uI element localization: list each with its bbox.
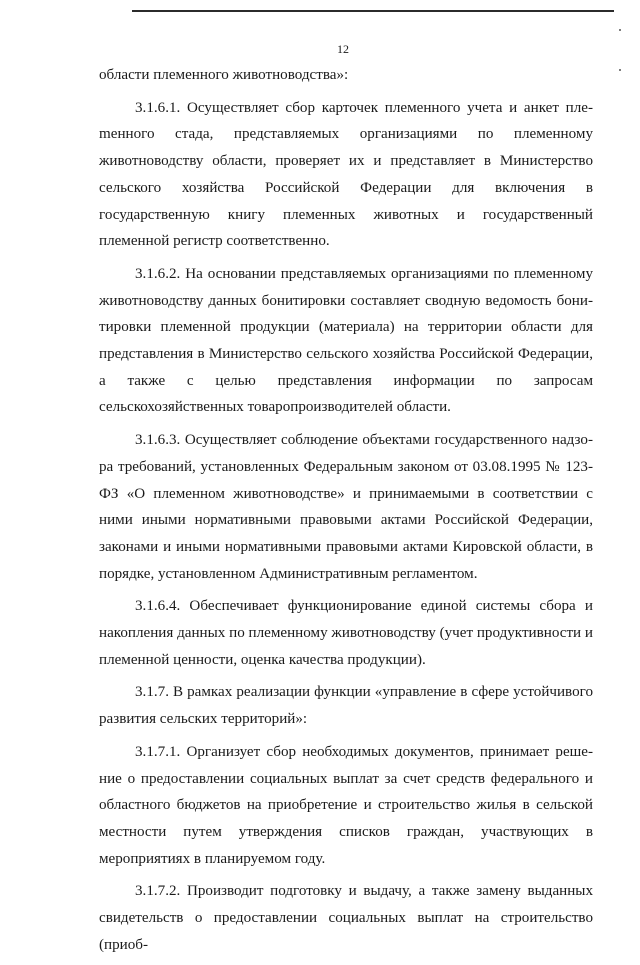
- paragraph-3-1-7: 3.1.7. В рамках реализации функции «управление в сфере устойчивого развития сельских территорий»:: [99, 684, 593, 728]
- document-body: [99, 62, 593, 965]
- paragraph-3-1-6-3: 3.1.6.3. Осуществляет соблюдение объектами государственного надзора требований, установленных Федеральным законом от 03.08.1995 № 123-ФЗ «О племенном животноводстве» и принимаемыми в соответствии с ними иными нормативными правовыми актами Российской Федерации, законами и иными нормативными правовыми актами Кировской области, в порядке, установленном Административным регламентом.: [99, 432, 593, 582]
- paragraph-3-1-6-1: 3.1.6.1. Осуществляет сбор карточек племенного учета и анкет плеmенного стада, представляемых организациями по племенному животноводству области, проверяет их и представляет в Министерство сельского хозяйства Российской Федерации для включения в государственную книгу племенных животных и государственный племенной регистр соответственно.: [99, 99, 593, 250]
- paragraph-3-1-6-4: 3.1.6.4. Обеспечивает функционирование единой системы сбора и накопления данных по племенному животноводству (учет продуктивности и племенной ценности, оценка качества продукции).: [99, 598, 593, 668]
- scan-speck: [619, 69, 621, 71]
- paragraph-3-1-7-2: 3.1.7.2. Производит подготовку и выдачу, а также замену выданных свидетельств о предоставлении социальных выплат на строительство (приоб-: [99, 883, 593, 953]
- paragraph-3-1-7-1: 3.1.7.1. Организует сбор необходимых документов, принимает решение о предоставлении социальных выплат за счет средств федерального и областного бюджетов на приобретение и строительство жилья в сельской местности путем утверждения списков граждан, участвующих в мероприятиях в планируемом году.: [99, 743, 593, 867]
- page-number: 12: [337, 42, 349, 56]
- paragraph-continuation: области племенного животноводства»:: [99, 67, 349, 83]
- scan-speck: [619, 29, 621, 31]
- header-rule: [132, 10, 614, 12]
- paragraph-3-1-6-2: 3.1.6.2. На основании представляемых организациями по племенному животноводству данных бонитировки составляет сводную ведомость бонитировки племенной продукции (материала) на территории области для представления в Министерство сельского хозяйства Российской Федерации, а также с целью представления информации по запросам сельскохозяйственных товаропроизводителей области.: [99, 265, 593, 416]
